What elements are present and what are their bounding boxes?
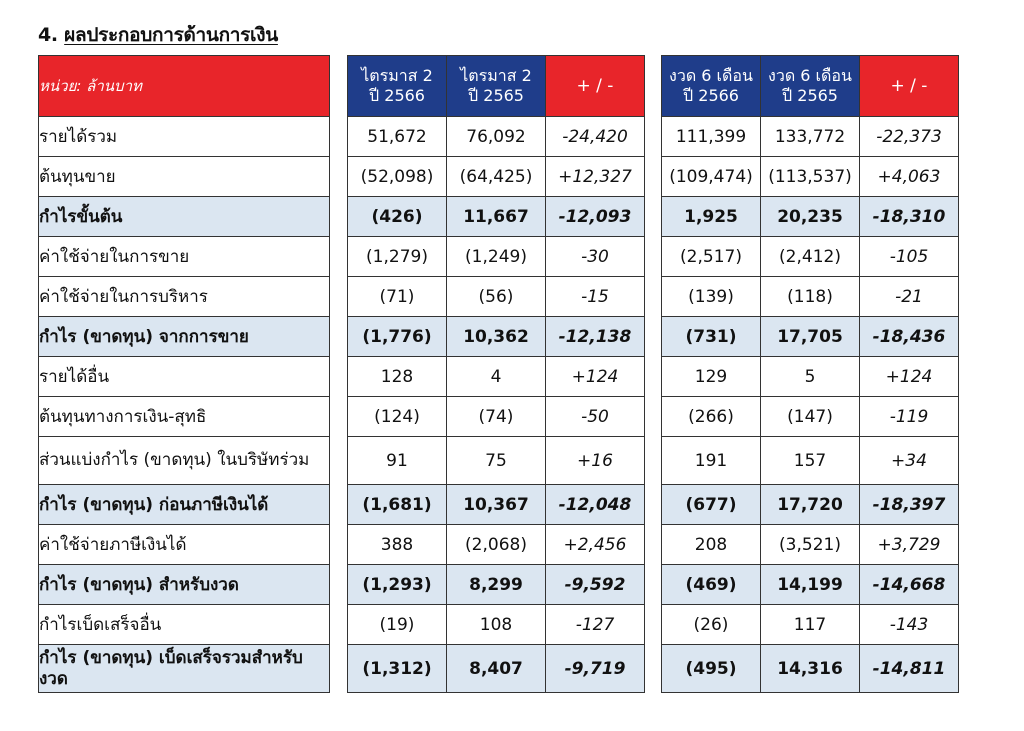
quarter-row [348, 645, 645, 693]
half-value-cell: (2,517) [662, 237, 761, 277]
quarter-row [348, 437, 645, 485]
quarter-diff-cell: -12,138 [546, 317, 645, 357]
half-diff-cell: -105 [860, 237, 959, 277]
half-value-cell: 117 [761, 605, 860, 645]
header-line: ปี 2566 [683, 86, 739, 105]
header-line: + / - [890, 76, 928, 96]
table-row [39, 397, 330, 437]
row-label: กำไร (ขาดทุน) จากการขาย [39, 317, 330, 357]
table-row [39, 565, 330, 605]
quarter-value-cell: (71) [348, 277, 447, 317]
half-row [662, 605, 959, 645]
quarter-diff-cell: -9,719 [546, 645, 645, 693]
table-row [39, 605, 330, 645]
quarter-table [347, 55, 645, 693]
half-period-header [662, 56, 761, 117]
row-label: กำไร (ขาดทุน) สำหรับงวด [39, 565, 330, 605]
quarter-value-cell: 10,362 [447, 317, 546, 357]
quarter-value-cell: 91 [348, 437, 447, 485]
half-value-cell: 129 [662, 357, 761, 397]
quarter-value-cell: (52,098) [348, 157, 447, 197]
half-value-cell: (677) [662, 485, 761, 525]
quarter-diff-header [546, 56, 645, 117]
row-label: รายได้รวม [39, 117, 330, 157]
quarter-diff-cell: +124 [546, 357, 645, 397]
quarter-row [348, 357, 645, 397]
half-row [662, 117, 959, 157]
half-diff-cell: -22,373 [860, 117, 959, 157]
quarter-value-cell: 388 [348, 525, 447, 565]
table-row [39, 277, 330, 317]
quarter-row [348, 237, 645, 277]
half-value-cell: (26) [662, 605, 761, 645]
table-row [39, 485, 330, 525]
half-row [662, 157, 959, 197]
half-header-row [662, 56, 959, 117]
half-value-cell: (3,521) [761, 525, 860, 565]
half-row [662, 237, 959, 277]
header-line: ไตรมาส 2 [361, 66, 433, 85]
header-line: ปี 2565 [782, 86, 838, 105]
quarter-diff-cell: +12,327 [546, 157, 645, 197]
table-row [39, 157, 330, 197]
table-row [39, 237, 330, 277]
row-label: ส่วนแบ่งกำไร (ขาดทุน) ในบริษัทร่วม [39, 437, 330, 485]
header-line: งวด 6 เดือน [669, 66, 753, 85]
quarter-value-cell: (1,312) [348, 645, 447, 693]
quarter-value-cell: (19) [348, 605, 447, 645]
quarter-row [348, 397, 645, 437]
row-label: ต้นทุนขาย [39, 157, 330, 197]
half-value-cell: 14,199 [761, 565, 860, 605]
quarter-header-row [348, 56, 645, 117]
half-value-cell: (113,537) [761, 157, 860, 197]
quarter-diff-cell: +2,456 [546, 525, 645, 565]
half-value-cell: (139) [662, 277, 761, 317]
quarter-row [348, 197, 645, 237]
half-year-table [661, 55, 959, 693]
half-value-cell: 111,399 [662, 117, 761, 157]
quarter-diff-cell: -24,420 [546, 117, 645, 157]
row-label: กำไร (ขาดทุน) ก่อนภาษีเงินได้ [39, 485, 330, 525]
header-line: งวด 6 เดือน [768, 66, 852, 85]
half-row [662, 277, 959, 317]
half-value-cell: 1,925 [662, 197, 761, 237]
half-value-cell: (2,412) [761, 237, 860, 277]
quarter-row [348, 157, 645, 197]
half-value-cell: 157 [761, 437, 860, 485]
half-row [662, 317, 959, 357]
half-value-cell: 17,705 [761, 317, 860, 357]
unit-label: หน่วย: ล้านบาท [39, 56, 330, 117]
half-diff-cell: -14,668 [860, 565, 959, 605]
quarter-diff-cell: +16 [546, 437, 645, 485]
quarter-value-cell: (426) [348, 197, 447, 237]
half-value-cell: (731) [662, 317, 761, 357]
half-row [662, 197, 959, 237]
row-label: กำไร (ขาดทุน) เบ็ดเสร็จรวมสำหรับงวด [39, 645, 330, 693]
half-diff-cell: +34 [860, 437, 959, 485]
quarter-row [348, 605, 645, 645]
quarter-period-header [447, 56, 546, 117]
table-row [39, 525, 330, 565]
quarter-row [348, 277, 645, 317]
table-row [39, 437, 330, 485]
quarter-value-cell: 8,299 [447, 565, 546, 605]
half-diff-cell: +4,063 [860, 157, 959, 197]
half-diff-cell: +124 [860, 357, 959, 397]
table-row [39, 317, 330, 357]
quarter-diff-cell: -9,592 [546, 565, 645, 605]
half-row [662, 525, 959, 565]
half-value-cell: 5 [761, 357, 860, 397]
quarter-value-cell: (1,776) [348, 317, 447, 357]
half-row [662, 357, 959, 397]
row-label: ค่าใช้จ่ายในการบริหาร [39, 277, 330, 317]
half-value-cell: (118) [761, 277, 860, 317]
half-row [662, 485, 959, 525]
row-label: กำไรเบ็ดเสร็จอื่น [39, 605, 330, 645]
quarter-value-cell: (124) [348, 397, 447, 437]
half-diff-cell: -18,310 [860, 197, 959, 237]
half-value-cell: 133,772 [761, 117, 860, 157]
quarter-value-cell: (2,068) [447, 525, 546, 565]
half-diff-cell: +3,729 [860, 525, 959, 565]
table-row [39, 197, 330, 237]
quarter-value-cell: (1,681) [348, 485, 447, 525]
half-period-header [761, 56, 860, 117]
quarter-value-cell: 76,092 [447, 117, 546, 157]
header-line: ปี 2565 [468, 86, 524, 105]
row-label-table [38, 55, 330, 693]
section-number: 4. [38, 24, 58, 46]
quarter-value-cell: 75 [447, 437, 546, 485]
half-row [662, 437, 959, 485]
table-row [39, 117, 330, 157]
quarter-value-cell: 108 [447, 605, 546, 645]
table-row [39, 645, 330, 693]
half-diff-cell: -21 [860, 277, 959, 317]
half-value-cell: (147) [761, 397, 860, 437]
half-value-cell: 20,235 [761, 197, 860, 237]
header-line: + / - [576, 76, 614, 96]
quarter-value-cell: 11,667 [447, 197, 546, 237]
quarter-value-cell: 128 [348, 357, 447, 397]
quarter-value-cell: (1,249) [447, 237, 546, 277]
quarter-value-cell: (74) [447, 397, 546, 437]
quarter-diff-cell: -30 [546, 237, 645, 277]
half-value-cell: (469) [662, 565, 761, 605]
quarter-diff-cell: -127 [546, 605, 645, 645]
quarter-diff-cell: -12,093 [546, 197, 645, 237]
half-row [662, 565, 959, 605]
quarter-period-header [348, 56, 447, 117]
half-value-cell: 208 [662, 525, 761, 565]
half-value-cell: 14,316 [761, 645, 860, 693]
half-value-cell: (495) [662, 645, 761, 693]
half-diff-cell: -18,397 [860, 485, 959, 525]
quarter-value-cell: 8,407 [447, 645, 546, 693]
half-diff-cell: -143 [860, 605, 959, 645]
table-row [39, 357, 330, 397]
half-row [662, 645, 959, 693]
section-title [38, 20, 278, 50]
row-label: รายได้อื่น [39, 357, 330, 397]
quarter-row [348, 525, 645, 565]
half-diff-header [860, 56, 959, 117]
quarter-row [348, 485, 645, 525]
quarter-diff-cell: -50 [546, 397, 645, 437]
half-value-cell: 191 [662, 437, 761, 485]
half-diff-cell: -119 [860, 397, 959, 437]
quarter-diff-cell: -15 [546, 277, 645, 317]
quarter-value-cell: (1,293) [348, 565, 447, 605]
section-heading: ผลประกอบการด้านการเงิน [64, 24, 278, 46]
row-label: ต้นทุนทางการเงิน-สุทธิ [39, 397, 330, 437]
quarter-value-cell: 4 [447, 357, 546, 397]
half-value-cell: 17,720 [761, 485, 860, 525]
quarter-value-cell: (56) [447, 277, 546, 317]
row-label: ค่าใช้จ่ายในการขาย [39, 237, 330, 277]
half-row [662, 397, 959, 437]
quarter-value-cell: (1,279) [348, 237, 447, 277]
quarter-diff-cell: -12,048 [546, 485, 645, 525]
quarter-value-cell: (64,425) [447, 157, 546, 197]
half-diff-cell: -18,436 [860, 317, 959, 357]
quarter-row [348, 565, 645, 605]
row-label: ค่าใช้จ่ายภาษีเงินได้ [39, 525, 330, 565]
half-value-cell: (109,474) [662, 157, 761, 197]
quarter-row [348, 317, 645, 357]
header-row [39, 56, 330, 117]
half-diff-cell: -14,811 [860, 645, 959, 693]
header-line: ปี 2566 [369, 86, 425, 105]
quarter-value-cell: 10,367 [447, 485, 546, 525]
row-label: กำไรขั้นต้น [39, 197, 330, 237]
quarter-value-cell: 51,672 [348, 117, 447, 157]
half-value-cell: (266) [662, 397, 761, 437]
quarter-row [348, 117, 645, 157]
header-line: ไตรมาส 2 [460, 66, 532, 85]
